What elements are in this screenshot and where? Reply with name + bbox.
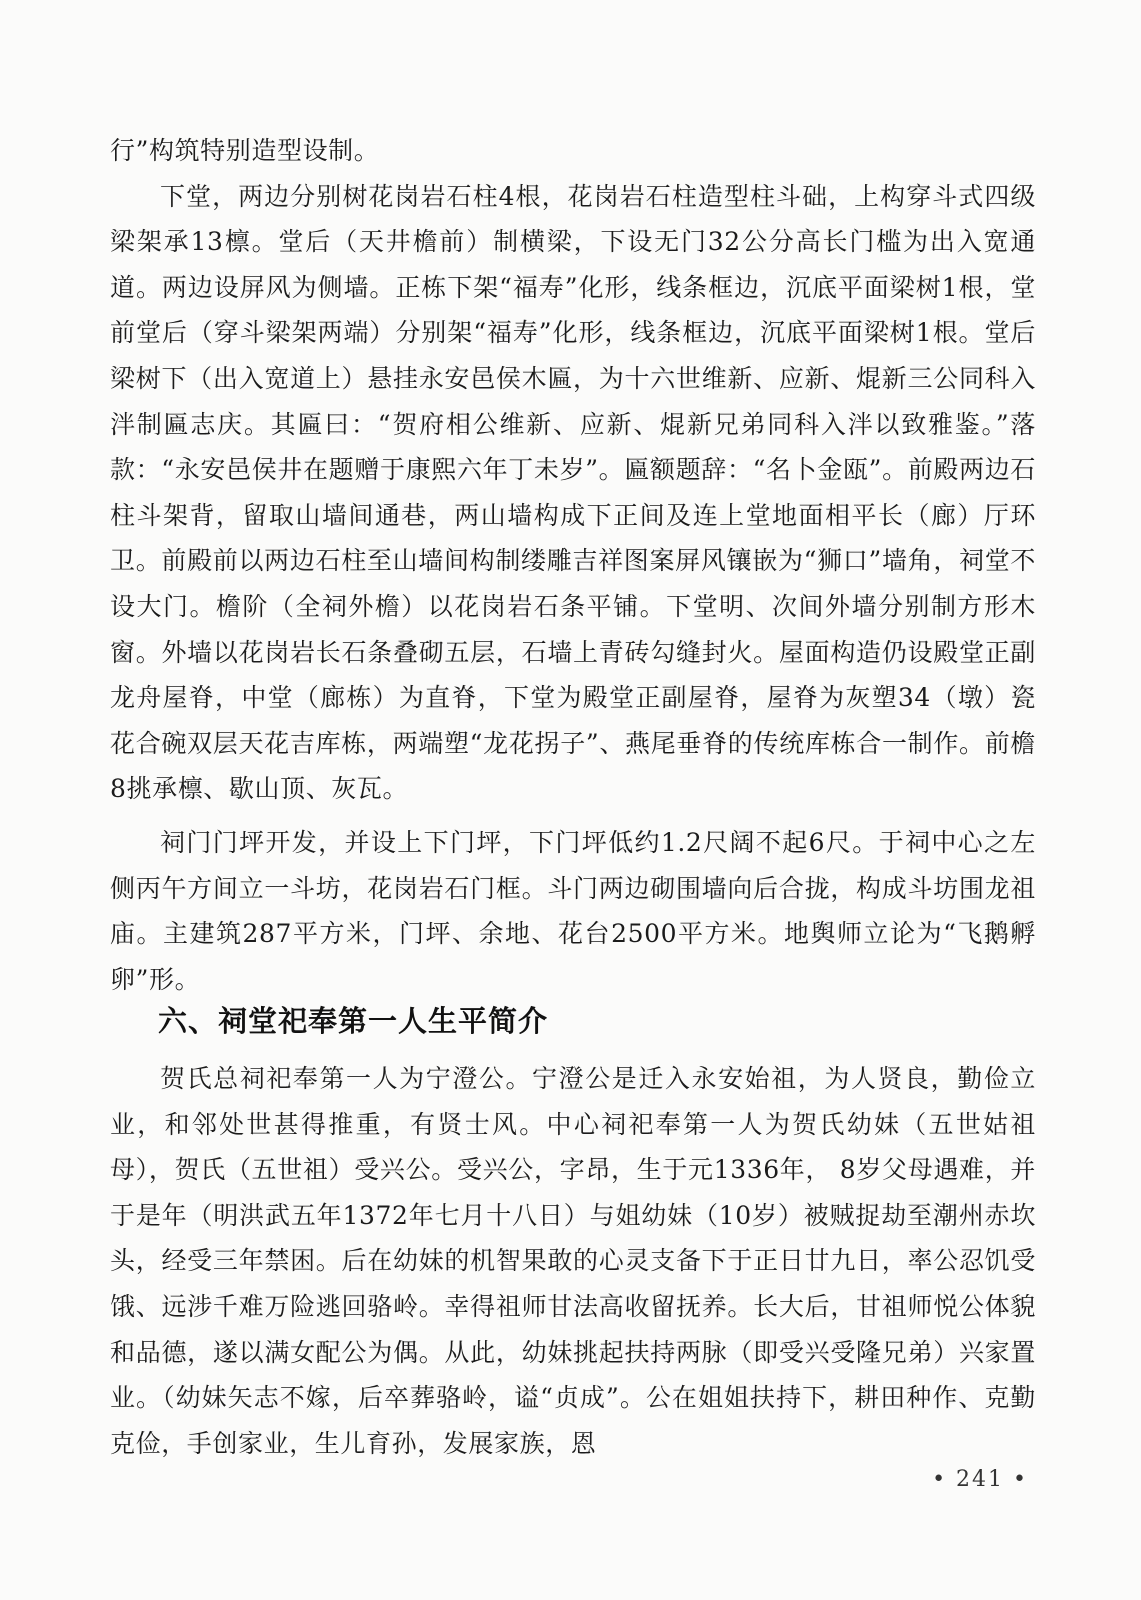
- paragraph-lower-hall: 下堂，两边分别树花岗岩石柱4根，花岗岩石柱造型柱斗础，上构穿斗式四级梁架承13檩。堂后（天井檐前）制横梁，下设无门32公分高长门槛为出入宽通道。两边设屏风为侧墙。正栋下架“福寿”化形，线条框边，沉底平面梁树1根，堂前堂后（穿斗梁架两端）分别架“福寿”化形，线条框边，沉底平面梁树1根。堂后梁树下（出入宽道上）悬挂永安邑侯木匾，为十六世维新、应新、焜新三公同科入泮制匾志庆。其匾曰：“贺府相公维新、应新、焜新兄弟同科入泮以致雅鉴。”落款：“永安邑侯井在题赠于康熙六年丁未岁”。匾额题辞：“名卜金瓯”。前殿两边石柱斗架背，留取山墙间通巷，两山墙构成下正间及连上堂地面相平长（廊）厅环卫。前殿前以两边石柱至山墙间构制缕雕吉祥图案屏风镶嵌为“狮口”墙角，祠堂不设大门。檐阶（全祠外檐）以花岗岩石条平铺。下堂明、次间外墙分别制方形木窗。外墙以花岗岩长石条叠砌五层，石墙上青砖勾缝封火。屋面构造仍设殿堂正副龙舟屋脊，中堂（廊栋）为直脊，下堂为殿堂正副屋脊，屋脊为灰塑34（墩）瓷花合碗双层天花吉库栋，两端塑“龙花拐子”、燕尾垂脊的传统库栋合一制作。前檐8挑承檩、歇山顶、灰瓦。: [110, 181, 1036, 804]
- paragraph-continuation: 行”构筑特别造型设制。: [110, 136, 380, 165]
- body-text: [110, 128, 1036, 1002]
- paragraph-gate-yard: 祠门门坪开发，并设上下门坪，下门坪低约1.2尺阔不起6尺。于祠中心之左侧丙午方间立一斗坊，花岗岩石门框。斗门两边砌围墙向后合拢，构成斗坊围龙祖庙。主建筑287平方米，门坪、余地、花台2500平方米。地舆师立论为“飞鹅孵卵”形。: [110, 827, 1036, 994]
- paragraph-first-ancestor: 贺氏总祠祀奉第一人为宁澄公。宁澄公是迁入永安始祖，为人贤良，勤俭立业，和邻处世甚得推重，有贤士风。中心祠祀奉第一人为贺氏幼妹（五世姑祖母），贺氏（五世祖）受兴公。受兴公，字昂，生于元1336年， 8岁父母遇难，并于是年（明洪武五年1372年七月十八日）与姐幼妹（10岁）被贼捉劫至潮州赤坎头，经受三年禁困。后在幼妹的机智果敢的心灵支备下于正日廿九日，率公忍饥受饿、远涉千难万险逃回骆岭。幸得祖师甘法高收留抚养。长大后，甘祖师悦公体貌和品德，遂以满女配公为偶。从此，幼妹挑起扶持两脉（即受兴受隆兄弟）兴家置业。（幼妹矢志不嫁，后卒葬骆岭，谥“贞成”。公在姐姐扶持下，耕田种作、克勤克俭，手创家业，生儿育孙，发展家族，恩: [110, 1064, 1036, 1458]
- section-heading: 六、祠堂祀奉第一人生平简介: [158, 1004, 549, 1038]
- page-number: • 241 •: [932, 1467, 1028, 1492]
- section-body: [110, 1056, 1036, 1466]
